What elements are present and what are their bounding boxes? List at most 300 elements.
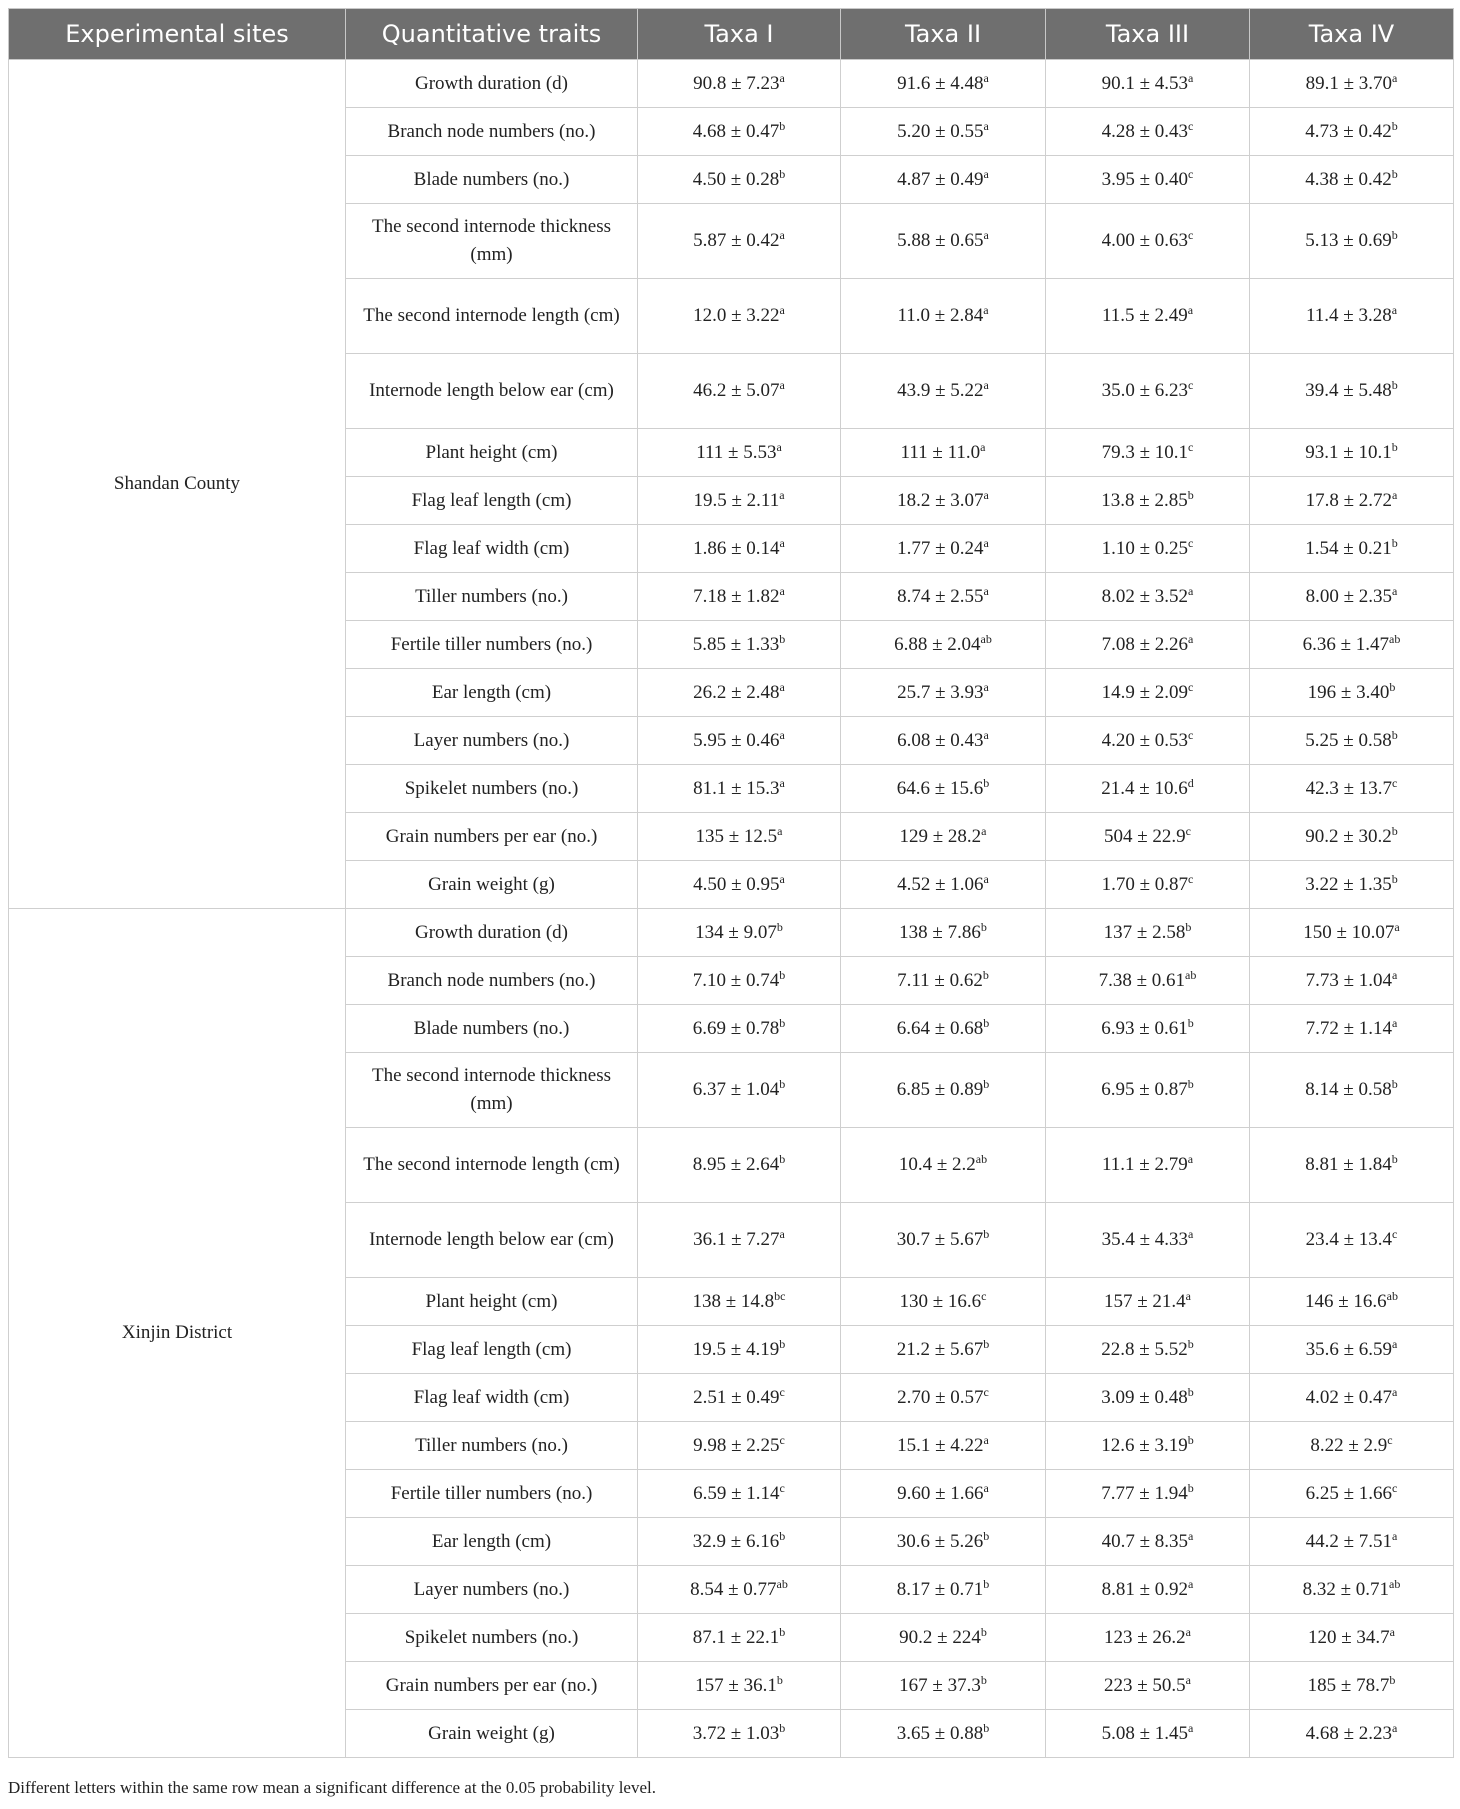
trait-cell: Blade numbers (no.): [346, 1005, 638, 1053]
significance-letter: c: [1185, 823, 1191, 838]
significance-letter: a: [1187, 1152, 1194, 1166]
value-mean-sd: 138 ± 7.86: [899, 921, 981, 943]
significance-letter: a: [1188, 1528, 1194, 1543]
value-mean-sd: 130 ± 16.6: [899, 1290, 982, 1312]
value-cell: [1250, 717, 1454, 765]
value-cell: [841, 1278, 1046, 1326]
value-mean-sd: 8.95 ± 2.64: [692, 1154, 780, 1175]
trait-cell: Ear length (cm): [346, 1518, 638, 1566]
value-mean-sd: 39.4 ± 5.48: [1305, 380, 1392, 401]
significance-letter: b: [983, 1528, 990, 1543]
value-mean-sd: 4.02 ± 0.47: [1305, 1386, 1393, 1408]
value-cell: [841, 429, 1046, 477]
significance-letter: b: [983, 1576, 990, 1591]
significance-letter: b: [1389, 679, 1396, 694]
significance-letter: c: [1188, 118, 1194, 133]
significance-letter: a: [779, 303, 785, 317]
value-mean-sd: 93.1 ± 10.1: [1305, 441, 1392, 463]
value-cell: [1046, 1326, 1250, 1374]
value-mean-sd: 7.11 ± 0.62: [897, 969, 983, 991]
significance-letter: a: [1392, 1015, 1398, 1030]
significance-letter: a: [983, 727, 989, 742]
significance-letter: a: [983, 487, 989, 502]
significance-letter: c: [779, 1480, 785, 1495]
significance-letter: a: [983, 679, 989, 694]
significance-letter: b: [1391, 1077, 1398, 1091]
significance-letter: b: [1187, 1015, 1194, 1030]
value-mean-sd: 8.74 ± 2.55: [897, 585, 984, 607]
significance-letter: c: [1188, 439, 1194, 454]
significance-letter: b: [1391, 166, 1398, 181]
value-cell: [638, 1614, 841, 1662]
value-cell: [1046, 1566, 1250, 1614]
value-mean-sd: 22.8 ± 5.52: [1101, 1338, 1188, 1360]
trait-cell: Tiller numbers (no.): [346, 1422, 638, 1470]
value-mean-sd: 4.38 ± 0.42: [1305, 168, 1392, 190]
significance-letter: b: [1187, 1077, 1194, 1091]
value-mean-sd: 137 ± 2.58: [1103, 921, 1186, 943]
significance-letter: a: [1391, 303, 1398, 317]
significance-letter: b: [1391, 871, 1398, 886]
value-cell: [1250, 1566, 1454, 1614]
value-cell: [638, 525, 841, 573]
value-cell: [1250, 1614, 1454, 1662]
value-mean-sd: 6.25 ± 1.66: [1305, 1482, 1393, 1504]
value-cell: [1046, 813, 1250, 861]
significance-letter: a: [1187, 303, 1194, 317]
value-mean-sd: 9.98 ± 2.25: [693, 1434, 780, 1456]
significance-letter: c: [1188, 727, 1194, 742]
value-mean-sd: 1.10 ± 0.25: [1101, 537, 1189, 559]
value-cell: [841, 1374, 1046, 1422]
trait-cell: Spikelet numbers (no.): [346, 765, 638, 813]
value-mean-sd: 8.81 ± 0.92: [1101, 1578, 1189, 1600]
significance-letter: a: [1188, 1576, 1194, 1591]
significance-letter: ab: [975, 1152, 988, 1166]
value-mean-sd: 129 ± 28.2: [899, 825, 982, 847]
trait-cell: Internode length below ear (cm): [346, 1203, 638, 1278]
significance-letter: b: [779, 166, 786, 181]
value-mean-sd: 1.54 ± 0.21: [1305, 537, 1392, 559]
trait-cell: Flag leaf length (cm): [346, 477, 638, 525]
value-cell: [841, 957, 1046, 1005]
value-cell: [841, 204, 1046, 279]
header-taxa-4: Taxa IV: [1250, 9, 1454, 60]
value-mean-sd: 8.14 ± 0.58: [1305, 1079, 1392, 1100]
value-cell: [1250, 1470, 1454, 1518]
value-mean-sd: 196 ± 3.40: [1307, 681, 1390, 703]
value-mean-sd: 4.28 ± 0.43: [1101, 120, 1189, 142]
value-mean-sd: 150 ± 10.07: [1303, 921, 1395, 943]
value-cell: [1250, 156, 1454, 204]
value-mean-sd: 5.95 ± 0.46: [693, 729, 780, 751]
value-mean-sd: 135 ± 12.5: [695, 825, 778, 847]
value-mean-sd: 8.54 ± 0.77: [690, 1578, 777, 1600]
value-cell: [1046, 957, 1250, 1005]
value-cell: [638, 1710, 841, 1758]
value-cell: [1046, 1005, 1250, 1053]
significance-letter: b: [1185, 919, 1192, 934]
value-mean-sd: 11.0 ± 2.84: [897, 305, 984, 326]
significance-letter: c: [1387, 1432, 1393, 1447]
significance-letter: a: [1185, 1624, 1191, 1639]
significance-letter: a: [777, 823, 783, 838]
significance-letter: b: [779, 1077, 786, 1091]
value-mean-sd: 6.85 ± 0.89: [896, 1079, 984, 1100]
value-cell: [1250, 1422, 1454, 1470]
value-cell: [1250, 813, 1454, 861]
significance-letter: ab: [1185, 967, 1197, 982]
significance-letter: a: [1185, 1288, 1191, 1303]
value-cell: [1046, 1422, 1250, 1470]
trait-cell: Blade numbers (no.): [346, 156, 638, 204]
value-mean-sd: 3.22 ± 1.35: [1305, 873, 1392, 895]
trait-cell: Flag leaf width (cm): [346, 525, 638, 573]
significance-letter: a: [779, 228, 785, 242]
value-cell: [841, 1566, 1046, 1614]
value-cell: [1250, 1278, 1454, 1326]
significance-letter: b: [779, 631, 786, 646]
significance-letter: b: [779, 1336, 786, 1351]
value-mean-sd: 9.60 ± 1.66: [897, 1482, 984, 1504]
value-cell: [638, 429, 841, 477]
value-cell: [1250, 765, 1454, 813]
trait-cell: The second internode length (cm): [346, 1128, 638, 1203]
value-mean-sd: 35.4 ± 4.33: [1101, 1229, 1189, 1250]
trait-cell: Grain weight (g): [346, 1710, 638, 1758]
value-mean-sd: 5.85 ± 1.33: [692, 633, 780, 655]
significance-letter: c: [1188, 871, 1194, 886]
value-cell: [1250, 477, 1454, 525]
value-mean-sd: 4.87 ± 0.49: [897, 168, 984, 190]
significance-letter: a: [980, 439, 986, 454]
value-cell: [638, 957, 841, 1005]
table-body: [9, 60, 1454, 1758]
significance-letter: a: [1392, 1528, 1398, 1543]
value-mean-sd: 5.25 ± 0.58: [1305, 729, 1392, 751]
value-mean-sd: 64.6 ± 15.6: [896, 777, 984, 799]
value-mean-sd: 7.77 ± 1.94: [1101, 1482, 1188, 1504]
significance-letter: b: [1391, 823, 1398, 838]
value-cell: [638, 573, 841, 621]
value-cell: [638, 621, 841, 669]
value-mean-sd: 2.70 ± 0.57: [897, 1386, 984, 1408]
significance-letter: ab: [1386, 1288, 1398, 1303]
significance-letter: ab: [1389, 631, 1401, 646]
value-mean-sd: 8.17 ± 0.71: [896, 1578, 984, 1600]
significance-letter: a: [983, 871, 989, 886]
value-cell: [1250, 279, 1454, 354]
value-mean-sd: 6.95 ± 0.87: [1101, 1079, 1188, 1100]
header-quantitative-traits: Quantitative traits: [346, 9, 638, 60]
value-mean-sd: 35.6 ± 6.59: [1305, 1338, 1393, 1360]
value-cell: [841, 1470, 1046, 1518]
value-mean-sd: 42.3 ± 13.7: [1305, 777, 1393, 799]
value-cell: [1250, 1662, 1454, 1710]
value-mean-sd: 5.08 ± 1.45: [1101, 1722, 1189, 1744]
value-cell: [638, 1470, 841, 1518]
significance-letter: a: [779, 727, 785, 742]
significance-letter: a: [1392, 583, 1398, 598]
value-cell: [1250, 429, 1454, 477]
value-mean-sd: 10.4 ± 2.2: [898, 1154, 976, 1175]
value-mean-sd: 1.77 ± 0.24: [897, 537, 984, 559]
trait-cell: Grain numbers per ear (no.): [346, 813, 638, 861]
significance-letter: a: [983, 378, 989, 392]
significance-letter: b: [983, 1227, 990, 1241]
significance-letter: b: [776, 919, 783, 934]
value-cell: [1046, 525, 1250, 573]
value-cell: [1046, 1710, 1250, 1758]
significance-letter: c: [1188, 535, 1194, 550]
value-mean-sd: 6.59 ± 1.14: [693, 1482, 780, 1504]
value-mean-sd: 15.1 ± 4.22: [897, 1434, 984, 1456]
table-footnote: Different letters within the same row mean a significant difference at the 0.05 probability level.: [8, 1778, 656, 1797]
value-mean-sd: 40.7 ± 8.35: [1101, 1530, 1189, 1552]
value-cell: [841, 525, 1046, 573]
site-cell: Xinjin District: [9, 909, 346, 1758]
trait-cell: Growth duration (d): [346, 60, 638, 108]
significance-letter: bc: [774, 1288, 786, 1303]
value-cell: [1046, 108, 1250, 156]
trait-cell: Fertile tiller numbers (no.): [346, 1470, 638, 1518]
value-cell: [638, 279, 841, 354]
significance-letter: a: [779, 487, 785, 502]
value-cell: [638, 1326, 841, 1374]
value-mean-sd: 5.20 ± 0.55: [897, 120, 984, 142]
significance-letter: b: [1391, 228, 1398, 242]
value-cell: [1046, 429, 1250, 477]
significance-letter: b: [980, 1672, 987, 1687]
significance-letter: a: [983, 118, 989, 133]
trait-cell: Plant height (cm): [346, 1278, 638, 1326]
value-cell: [841, 354, 1046, 429]
value-cell: [1046, 1614, 1250, 1662]
significance-letter: a: [1392, 70, 1398, 85]
value-mean-sd: 12.0 ± 3.22: [693, 305, 780, 326]
value-mean-sd: 185 ± 78.7: [1307, 1674, 1390, 1696]
table-header-row: [9, 9, 1454, 60]
significance-letter: a: [779, 70, 785, 85]
significance-letter: a: [779, 871, 785, 886]
value-cell: [1250, 669, 1454, 717]
value-mean-sd: 21.4 ± 10.6: [1101, 777, 1188, 799]
value-mean-sd: 44.2 ± 7.51: [1305, 1530, 1393, 1552]
value-mean-sd: 90.2 ± 224: [899, 1626, 981, 1648]
value-mean-sd: 3.95 ± 0.40: [1101, 168, 1189, 190]
trait-cell: Grain numbers per ear (no.): [346, 1662, 638, 1710]
value-cell: [1046, 1203, 1250, 1278]
value-mean-sd: 7.18 ± 1.82: [693, 585, 780, 607]
significance-letter: b: [1391, 378, 1398, 392]
value-mean-sd: 7.73 ± 1.04: [1305, 969, 1393, 991]
value-cell: [841, 279, 1046, 354]
table-row: [9, 60, 1454, 108]
value-mean-sd: 5.87 ± 0.42: [693, 230, 780, 251]
trait-cell: The second internode length (cm): [346, 279, 638, 354]
significance-letter: d: [1187, 775, 1194, 790]
value-mean-sd: 1.86 ± 0.14: [693, 537, 780, 559]
significance-letter: a: [1188, 631, 1194, 646]
significance-letter: a: [779, 1227, 785, 1241]
value-cell: [1046, 1518, 1250, 1566]
value-mean-sd: 11.4 ± 3.28: [1305, 305, 1392, 326]
value-mean-sd: 6.08 ± 0.43: [897, 729, 984, 751]
value-cell: [841, 669, 1046, 717]
value-cell: [841, 1710, 1046, 1758]
value-mean-sd: 8.00 ± 2.35: [1305, 585, 1393, 607]
value-cell: [1250, 909, 1454, 957]
value-mean-sd: 8.32 ± 0.71: [1302, 1578, 1390, 1600]
header-taxa-1: Taxa I: [638, 9, 841, 60]
significance-letter: c: [983, 1384, 989, 1399]
value-mean-sd: 26.2 ± 2.48: [693, 681, 780, 703]
significance-letter: a: [1188, 1720, 1194, 1735]
value-cell: [841, 1203, 1046, 1278]
value-cell: [841, 861, 1046, 909]
value-cell: [841, 813, 1046, 861]
value-cell: [638, 861, 841, 909]
value-cell: [1046, 204, 1250, 279]
value-cell: [1046, 1470, 1250, 1518]
value-cell: [1250, 204, 1454, 279]
value-cell: [841, 1053, 1046, 1128]
value-mean-sd: 90.2 ± 30.2: [1305, 825, 1392, 847]
value-cell: [1250, 1518, 1454, 1566]
value-mean-sd: 19.5 ± 4.19: [692, 1338, 780, 1360]
significance-letter: ab: [776, 1576, 788, 1591]
value-mean-sd: 17.8 ± 2.72: [1305, 489, 1393, 511]
value-mean-sd: 111 ± 11.0: [900, 441, 981, 463]
trait-cell: Spikelet numbers (no.): [346, 1614, 638, 1662]
value-cell: [841, 765, 1046, 813]
significance-letter: a: [779, 535, 785, 550]
value-mean-sd: 4.52 ± 1.06: [897, 873, 984, 895]
value-cell: [638, 108, 841, 156]
value-mean-sd: 18.2 ± 3.07: [897, 489, 984, 511]
value-cell: [1046, 60, 1250, 108]
value-mean-sd: 6.36 ± 1.47: [1302, 633, 1390, 655]
value-mean-sd: 90.8 ± 7.23: [693, 72, 780, 94]
value-mean-sd: 5.88 ± 0.65: [897, 230, 984, 251]
trait-cell: Flag leaf width (cm): [346, 1374, 638, 1422]
significance-letter: a: [776, 439, 782, 454]
value-cell: [1046, 354, 1250, 429]
value-cell: [841, 1662, 1046, 1710]
significance-letter: a: [1185, 1672, 1191, 1687]
value-mean-sd: 90.1 ± 4.53: [1101, 72, 1189, 94]
significance-letter: b: [779, 118, 786, 133]
significance-letter: b: [779, 967, 786, 982]
value-cell: [1250, 1005, 1454, 1053]
trait-cell: The second internode thickness (mm): [346, 1053, 638, 1128]
value-cell: [638, 1566, 841, 1614]
value-cell: [841, 1614, 1046, 1662]
value-cell: [841, 1128, 1046, 1203]
significance-letter: a: [981, 823, 987, 838]
value-mean-sd: 8.02 ± 3.52: [1101, 585, 1189, 607]
significance-letter: a: [983, 228, 989, 242]
significance-letter: a: [1188, 1227, 1194, 1241]
value-cell: [841, 1518, 1046, 1566]
value-cell: [841, 108, 1046, 156]
value-cell: [841, 60, 1046, 108]
significance-letter: a: [983, 70, 989, 85]
value-cell: [841, 621, 1046, 669]
value-cell: [1046, 1374, 1250, 1422]
value-mean-sd: 6.88 ± 2.04: [894, 633, 981, 655]
trait-cell: Internode length below ear (cm): [346, 354, 638, 429]
value-mean-sd: 7.08 ± 2.26: [1101, 633, 1189, 655]
value-cell: [841, 156, 1046, 204]
value-mean-sd: 4.20 ± 0.53: [1101, 729, 1189, 751]
value-mean-sd: 7.10 ± 0.74: [692, 969, 780, 991]
value-mean-sd: 30.6 ± 5.26: [896, 1530, 984, 1552]
value-mean-sd: 7.72 ± 1.14: [1305, 1017, 1393, 1039]
trait-cell: Grain weight (g): [346, 861, 638, 909]
value-mean-sd: 120 ± 34.7: [1307, 1626, 1390, 1648]
significance-letter: b: [1187, 1384, 1194, 1399]
value-mean-sd: 21.2 ± 5.67: [896, 1338, 984, 1360]
value-cell: [638, 1662, 841, 1710]
value-mean-sd: 87.1 ± 22.1: [692, 1626, 780, 1648]
value-mean-sd: 1.70 ± 0.87: [1101, 873, 1189, 895]
significance-letter: a: [983, 166, 989, 181]
significance-letter: b: [983, 775, 990, 790]
significance-letter: b: [779, 1015, 786, 1030]
significance-letter: a: [1389, 1624, 1395, 1639]
significance-letter: a: [779, 775, 785, 790]
value-cell: [1250, 1128, 1454, 1203]
value-cell: [638, 1128, 841, 1203]
value-cell: [638, 1278, 841, 1326]
value-mean-sd: 4.68 ± 2.23: [1305, 1722, 1393, 1744]
value-cell: [1250, 108, 1454, 156]
significance-letter: a: [1188, 583, 1194, 598]
value-mean-sd: 19.5 ± 2.11: [693, 489, 780, 511]
significance-letter: c: [1392, 1480, 1398, 1495]
significance-letter: c: [981, 1288, 987, 1303]
significance-letter: b: [1391, 1152, 1398, 1166]
significance-letter: ab: [1389, 1576, 1401, 1591]
value-cell: [1250, 354, 1454, 429]
significance-letter: b: [1389, 1672, 1396, 1687]
significance-letter: a: [983, 535, 989, 550]
value-mean-sd: 6.93 ± 0.61: [1101, 1017, 1188, 1039]
significance-letter: a: [983, 1432, 989, 1447]
value-mean-sd: 3.09 ± 0.48: [1101, 1386, 1188, 1408]
significance-letter: b: [779, 1624, 786, 1639]
trait-cell: Growth duration (d): [346, 909, 638, 957]
significance-letter: b: [1391, 535, 1398, 550]
value-mean-sd: 6.69 ± 0.78: [692, 1017, 780, 1039]
value-cell: [638, 60, 841, 108]
site-cell: Shandan County: [9, 60, 346, 909]
value-cell: [638, 765, 841, 813]
value-cell: [841, 1005, 1046, 1053]
value-mean-sd: 3.65 ± 0.88: [896, 1722, 984, 1744]
value-mean-sd: 11.1 ± 2.79: [1101, 1154, 1188, 1175]
significance-letter: b: [1391, 439, 1398, 454]
value-mean-sd: 79.3 ± 10.1: [1101, 441, 1189, 463]
value-cell: [841, 717, 1046, 765]
trait-cell: Layer numbers (no.): [346, 717, 638, 765]
value-cell: [638, 1422, 841, 1470]
significance-letter: a: [983, 303, 989, 317]
significance-letter: a: [1188, 70, 1194, 85]
significance-letter: c: [779, 1384, 785, 1399]
value-cell: [1046, 717, 1250, 765]
